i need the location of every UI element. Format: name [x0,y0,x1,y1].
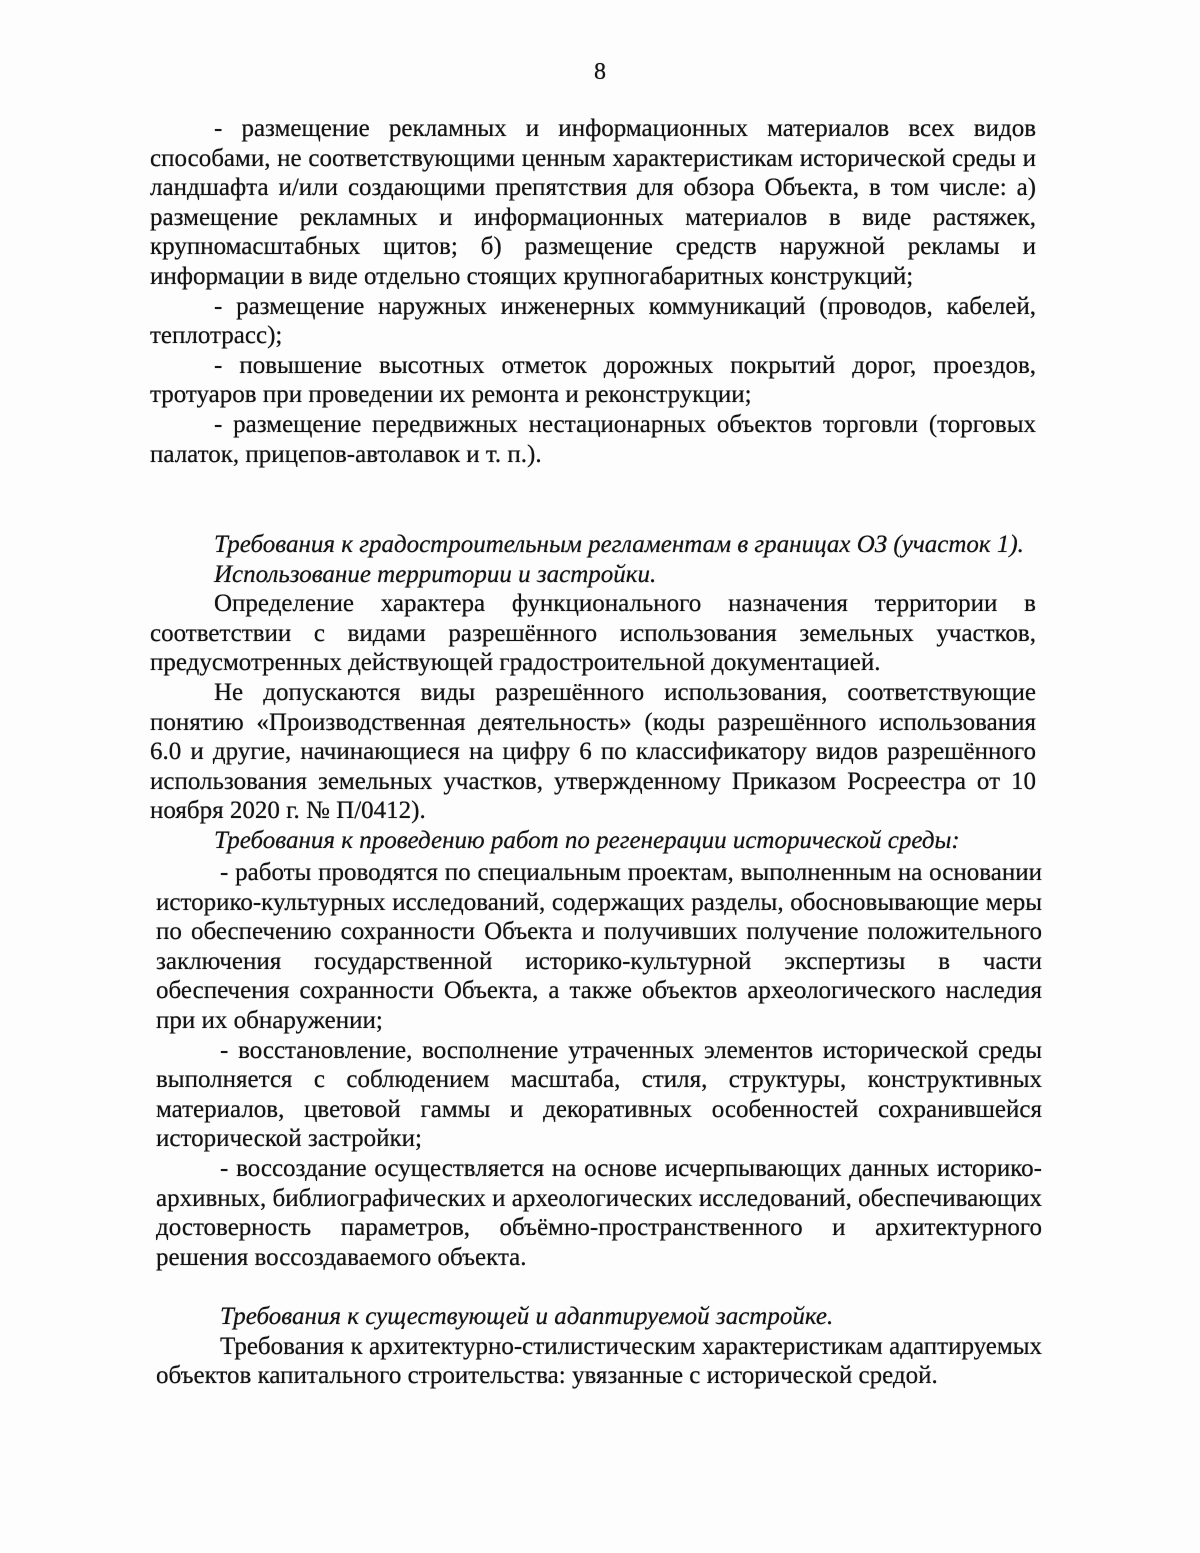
paragraph-trade-objects: - размещение передвижных нестационарных объектов торговли (торговых палаток, прицепов-автолавок и т. п.). [150,410,1036,468]
page-number: 8 [594,59,606,85]
paragraph-restoration: - восстановление, восполнение утраченных элементов исторической среды выполняется с соблюдением масштаба, стиля, структуры, конструктивных материалов, цветовой гаммы и декоративных особенностей сохранившейся исторической застройки; [156,1036,1042,1153]
section-heading: Требования к градостроительным регламентам в границах ОЗ (участок 1). [214,531,1024,558]
paragraph-not-allowed: Не допускаются виды разрешённого использования, соответствующие понятию «Производственная деятельность» (коды разрешённого использования 6.0 и другие, начинающиеся на цифру 6 по классификатору видов разрешённого использования земельных участков, утвержденному Приказом Росреестра от 10 ноября 2020 г. № П/0412). [150,678,1036,825]
regeneration-list [156,858,1042,1272]
subheading-territory-usage: Использование территории и застройки. [214,560,657,588]
paragraph-definition: Определение характера функционального назначения территории в соответствии с видами разрешённого использования земельных участков, предусмотренных действующей градостроительной документацией. [150,590,1036,677]
subheading-regeneration: Требования к проведению работ по регенерации исторической среды: [214,826,960,854]
paragraph-recreation: - воссоздание осуществляется на основе исчерпывающих данных историко-архивных, библиографических и археологических исследований, обеспечивающих достоверность параметров, объёмно-пространственного и архитектурного решения воссоздаваемого объекта. [156,1154,1042,1271]
zoning-requirements-section [150,530,1036,856]
paragraph-architecture: Требования к архитектурно-стилистическим характеристикам адаптируемых объектов капитального строительства: увязанные с исторической средой. [156,1332,1042,1390]
existing-buildings-section [156,1302,1042,1391]
subheading-existing-buildings: Требования к существующей и адаптируемой застройке. [220,1303,834,1330]
restrictions-list [150,114,1036,469]
paragraph-advertising: - размещение рекламных и информационных материалов всех видов способами, не соответствующими ценным характеристикам исторической среды и ландшафта и/или создающими препятствия для обзора Объекта, в том числе: а) размещение рекламных и информационных материалов в виде растяжек, крупномасштабных щитов; б) размещение средств наружной рекламы и информации в виде отдельно стоящих крупногабаритных конструкций; [150,115,1036,290]
paragraph-road-levels: - повышение высотных отметок дорожных покрытий дорог, проездов, тротуаров при проведении их ремонта и реконструкции; [150,351,1036,409]
paragraph-special-projects: - работы проводятся по специальным проектам, выполненным на основании историко-культурных исследований, содержащих разделы, обосновывающие меры по обеспечению сохранности Объекта и получивших получение положительного заключения государственной историко-культурной экспертизы в части обеспечения сохранности Объекта, а также объектов археологического наследия при их обнаружении; [156,859,1042,1034]
paragraph-communications: - размещение наружных инженерных коммуникаций (проводов, кабелей, теплотрасс); [150,292,1036,350]
